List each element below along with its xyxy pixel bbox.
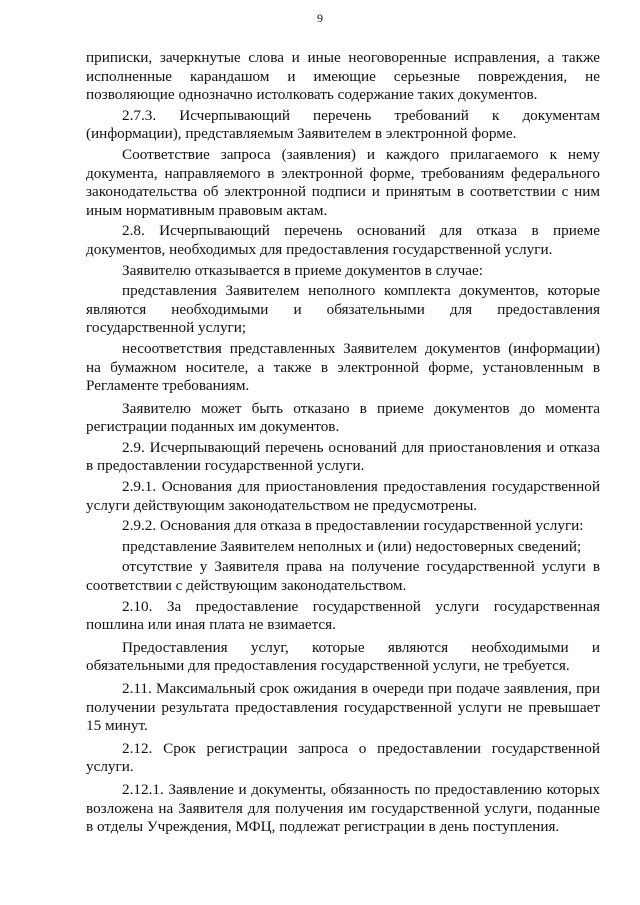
- paragraph-2-10: 2.10. За предоставление государственной услуги государственная пошлина или иная плата не взимается.: [86, 597, 600, 634]
- paragraph-2-12: 2.12. Срок регистрации запроса о предоставлении государственной услуги.: [86, 739, 600, 776]
- paragraph-2-9-1: 2.9.1. Основания для приостановления предоставления государственной услуги действующим законодательством не предусмотрены.: [86, 478, 600, 514]
- paragraph-incomplete-set: представления Заявителем неполного комплекта документов, которые являются необходимыми и обязательными для предоставления государственной услуги;: [86, 282, 600, 337]
- paragraph-services-not-required: Предоставления услуг, которые являются необходимыми и обязательными для предоставления государственной услуги, не требуется.: [86, 638, 600, 675]
- document-body: [86, 49, 600, 839]
- paragraph-2-9-2: 2.9.2. Основания для отказа в предоставлении государственной услуги:: [122, 517, 584, 535]
- paragraph-electronic-requirements: Соответствие запроса (заявления) и каждого прилагаемого к нему документа, направляемого в электронной форме, требованиям федерального законодательства об электронной подписи и принятым в соответствии с ним иным нормативным правовым актам.: [86, 145, 600, 219]
- paragraph-2-11: 2.11. Максимальный срок ожидания в очереди при подаче заявления, при получении результата предоставления государственной услуги не превышает 15 минут.: [86, 680, 600, 735]
- paragraph-nonconformity: несоответствия представленных Заявителем документов (информации) на бумажном носителе, а также в электронной форме, установленным в Регламенте требованиям.: [86, 339, 600, 395]
- paragraph-continuation: приписки, зачеркнутые слова и иные неоговоренные исправления, а также исполненные карандашом и имеющие серьезные повреждения, не позволяющие однозначно истолковать содержание таких документов.: [86, 49, 600, 104]
- paragraph-2-8: 2.8. Исчерпывающий перечень оснований для отказа в приеме документов, необходимых для предоставления государственной услуги.: [86, 222, 600, 258]
- paragraph-refusal-before-registration: Заявителю может быть отказано в приеме документов до момента регистрации поданных им документов.: [86, 399, 600, 436]
- paragraph-2-7-3: 2.7.3. Исчерпывающий перечень требований к документам (информации), представляемым Заявителем в электронной форме.: [86, 106, 600, 143]
- paragraph-2-9: 2.9. Исчерпывающий перечень оснований для приостановления и отказа в предоставлении государственной услуги.: [86, 438, 600, 475]
- page-number: 9: [317, 11, 323, 25]
- paragraph-refusal-cases: Заявителю отказывается в приеме документов в случае:: [122, 261, 483, 279]
- paragraph-2-12-1: 2.12.1. Заявление и документы, обязанность по предоставлению которых возложена на Заявителя для получения им государственной услуги, поданные в отделы Учреждения, МФЦ, подлежат регистрации в день поступления.: [86, 780, 600, 836]
- paragraph-incomplete-info: представление Заявителем неполных и (или) недостоверных сведений;: [122, 537, 582, 555]
- paragraph-no-right: отсутствие у Заявителя права на получение государственной услуги в соответствии с действующим законодательством.: [86, 558, 600, 595]
